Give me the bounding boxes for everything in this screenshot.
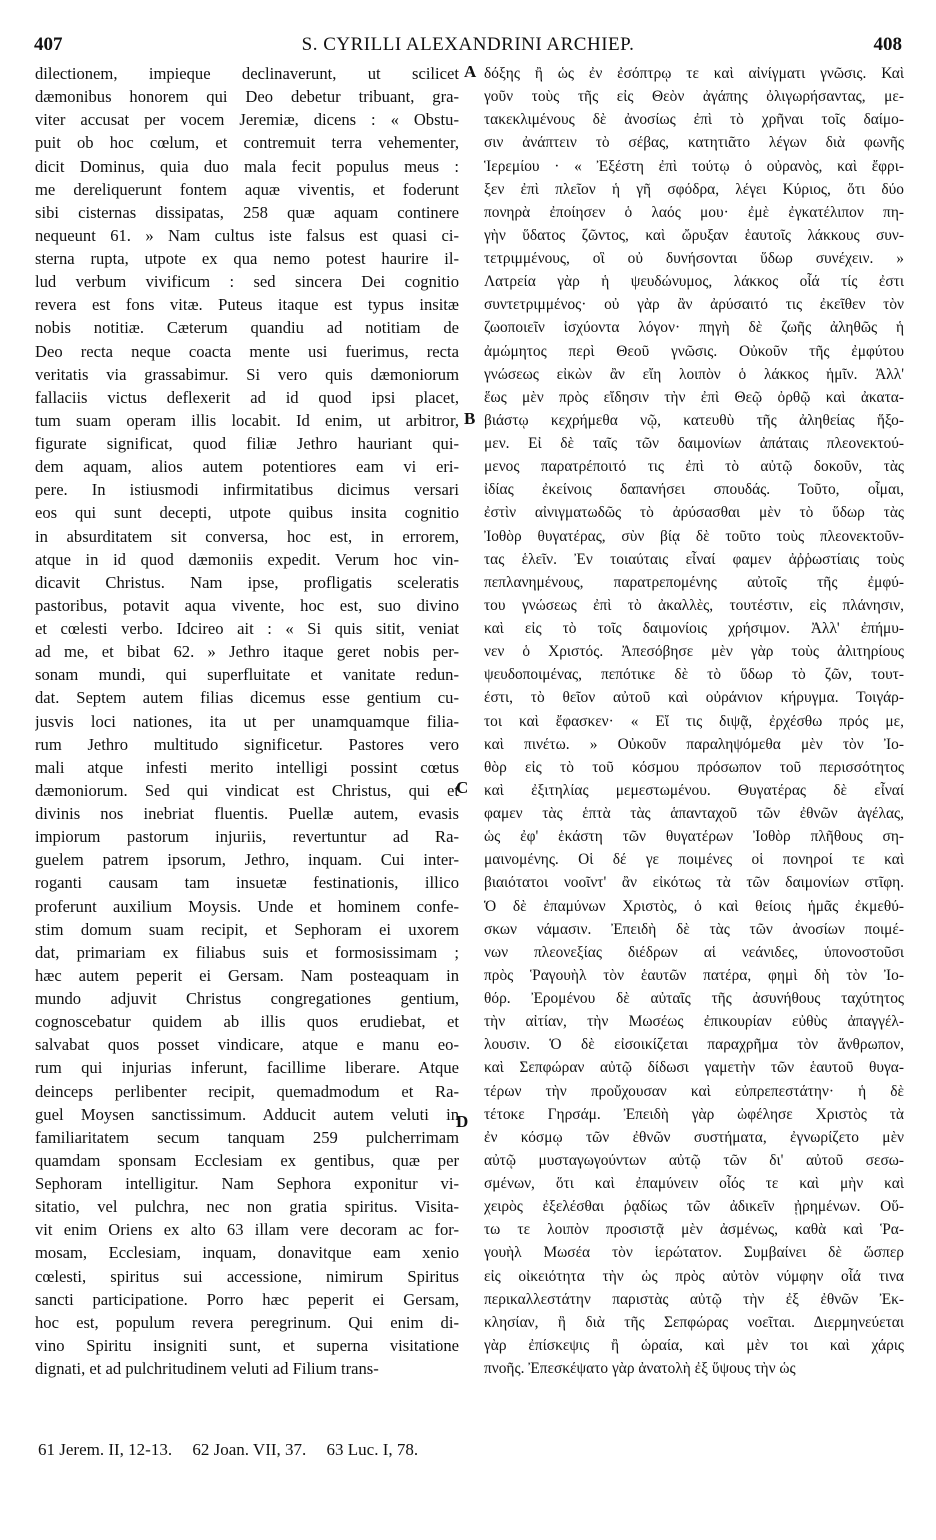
text-line: τακεκλιμένους δὲ ἀνοσίως ἐπὶ τὸ χρῆναι τοῖς δαίμο- [484, 111, 904, 129]
text-line: γὴν ὕδατος ζῶντος, καὶ ὤρυξαν ἑαυτοῖς λάκκους συν- [484, 226, 904, 244]
text-line: rum qui injurias inferunt, facillime liberare. Atque [35, 1058, 459, 1078]
margin-marker-b: B [464, 409, 476, 428]
text-line: tum suam operam illis locabit. Id enim, ut arbitror, [35, 410, 459, 430]
text-line: viter accusat per vocem Jeremiæ, dicens : « Obstu- [35, 110, 459, 130]
text-line: dicavit Christus. Nam ipse, profligatis sceleratis [35, 572, 459, 592]
text-line: δόξης ἢ ὡς ἐν ἐσόπτρῳ τε καὶ αἰνίγματι γνῶσις. Καὶ [484, 65, 904, 82]
text-line: atque in id quod dæmoniis expedit. Verum hoc vin- [35, 549, 459, 569]
text-line: Deo recta neque coacta mente usi fuerimus, recta [35, 341, 459, 361]
text-line: μαινομένης. Οἱ δέ γε ποιμένες οἱ πονηροί τε καὶ [484, 851, 904, 869]
text-line: mundo adjuvit Christus congregationes gentium, [35, 989, 459, 1008]
text-line: vino Spiritu insigniti sunt, et superna visitatione [35, 1335, 459, 1355]
text-line: νεν ὁ Χριστός. Ἀπεσόβησε μὲν γὰρ τοὺς ἀλιτηρίους [484, 643, 904, 661]
text-line: vit enim Oriens ex alto 63 illam vere decoram ac for- [35, 1220, 459, 1240]
text-line: dignati, et ad pulchritudinem veluti ad Filium trans- [35, 1359, 379, 1378]
text-line: dem aquam, alios autem potentiores eam vi eri- [35, 457, 459, 477]
text-line: impiorum pastorum injuriis, revertuntur ad Ra- [35, 827, 459, 847]
text-line: νων πλεονεξίας διέδρων αἱ νεάνιδες, ὑπονοστοῦσι [484, 943, 904, 961]
text-line: ἐστὶν αἰνιγματωδῶς τὸ ἀρύσασθαι μὲν τὸ ὕδωρ τὰς [484, 504, 904, 522]
text-line: guel Moysen sanctissimum. Adducit autem veluti in [35, 1104, 459, 1124]
text-line: τοι καὶ ἔφασκεν· « Εἴ τις διψᾷ, ἐρχέσθω πρός με, [484, 712, 904, 730]
text-line: γουὴλ Μωσέα τὸν ἱερώτατον. Συμβαίνει δὲ ὥσπερ [484, 1244, 904, 1262]
text-line: mosam, Ecclesiam, inquam, donavitque eam xenio [35, 1243, 459, 1263]
text-line: καὶ ἐξιτηλίας μεμεστωμένου. Θυγατέρας δὲ εἶναί [484, 781, 904, 799]
text-line: stim domum suam recipit, et Sephoram ei uxorem [35, 919, 459, 939]
text-line: τω τε λοιπὸν προσιστᾷ μὲν ἀσμένως, καθὰ καὶ Ῥα- [484, 1221, 904, 1239]
text-line: ξεν ἐπὶ πλεῖον ἡ γῆ σφόδρα, λέγει Κύριος, ὅτι δύο [484, 180, 904, 198]
text-line: καὶ Σεπφώραν αὐτῷ δίδωσι γαμετὴν τῶν ἑαυτοῦ θυγα- [484, 1059, 904, 1077]
text-line: guelem patrem ipsorum, Jethro, inquam. Cui inter- [35, 850, 459, 870]
text-line: dat, primariam ex filiabus suis et formosissimam ; [35, 942, 459, 962]
text-line: figurate significat, quod filiæ Jethro hauriant qui- [35, 434, 459, 453]
text-line: πνοῆς. Ἐπεσκέψατο γὰρ ἀνατολὴ ἐξ ὕψους τὴν ὡς [484, 1360, 796, 1377]
text-line: in absurditatem sit conversa, hoc est, in errorem, [35, 526, 459, 546]
text-line: γνώσεως εἰκὼν ἂν εἴη λοιπὸν ὁ λάκκος ἡμῖν. Ἀλλ' [484, 365, 904, 383]
text-line: ἕως μὲν πρὸς εἴδησιν τὴν ἐπὶ Θεῷ ὀρθῷ καὶ ἀκατα- [484, 388, 904, 406]
text-line: sitatio, vel pulchra, nec non gratia spiritus. Visita- [35, 1197, 459, 1217]
text-line: proferunt auxilium Moysis. Unde et hominem confe- [35, 896, 459, 916]
text-line: πονηρὰ ἐποίησεν ὁ λαός μου· ἐμὲ ἐγκατέλιπον πη- [484, 203, 904, 221]
text-line: nequeunt 61. » Nam cultus iste falsus est quasi ci- [35, 225, 459, 245]
greek-column [484, 62, 904, 1380]
text-line: βιαιότατοι νοοῖντ' ἂν εἰκότως τὰ τῶν δαιμονίων στῖφη. [484, 874, 904, 892]
text-line: hoc est, populum revera peregrinum. Qui enim di- [35, 1312, 459, 1332]
text-line: πρὸς Ῥαγουὴλ τὸν ἑαυτῶν πατέρα, φημὶ δὴ τὸν Ἰο- [484, 966, 904, 984]
text-line: pastoribus, potavit aqua vivente, hoc est, suo divino [35, 595, 459, 615]
text-line: σκων νάμασιν. Ἐπειδὴ δὲ τὰς τῶν ἀνοσίων ποιμέ- [484, 920, 904, 938]
text-line: dæmonibus honorem qui Deo debetur tribuant, gra- [35, 87, 459, 107]
text-line: καὶ εἰς τὸ τοῖς δαιμονίοις χρήσιμον. Ἀλλ' ἐπήμυ- [484, 620, 904, 637]
text-line: Λατρεία γὰρ ἡ ψευδώνυμος, λάκκος οἷά τίς ἐστι [484, 273, 904, 291]
text-line: veritatis via grassabimur. Si vero quis dæmoniorum [35, 364, 459, 384]
text-line: et cœlesti verbo. Idcireo ait : « Si quis sitit, veniat [35, 619, 459, 638]
latin-column [35, 62, 459, 1380]
text-line: fallaciis victus deflexerit ad id quod ipsi placet, [35, 387, 459, 407]
text-line: λουσιν. Ὁ δὲ εἰσοικίζεται παραχρῆμα τὸν ἄνθρωπον, [484, 1036, 904, 1054]
text-line: περικαλλεστάτην παριστὰς αὐτῷ τὴν ἐξ ἐθνῶν Ἐκ- [484, 1290, 904, 1308]
text-line: dæmoniorum. Sed qui vindicat est Christus, qui et [35, 780, 459, 800]
text-line: θόρ. Ἐρομένου δὲ αὐταῖς τῆς ἀσυνήθους ταχύτητος [484, 990, 904, 1007]
text-line: deinceps perlibenter recipit, quemadmodum et Ra- [35, 1081, 459, 1101]
margin-marker-c: C [456, 778, 469, 797]
text-line: θὸρ εἰς τὸ τοῦ κόσμου πρόσωπον τοῦ περισσότητος [484, 758, 904, 776]
text-line: dicit Dominus, quia duo mala fecit populus meus : [35, 156, 459, 176]
footnotes [38, 1440, 434, 1460]
text-line: ἀμώμητος περὶ Θεοῦ γνῶσις. Οὐκοῦν τῆς ἐμφύτου [484, 342, 904, 360]
text-line: jusvis loci nationes, ita ut per unamquamque filia- [35, 711, 459, 731]
text-line: nobis notitiæ. Cæterum quandiu ad notitiam de [35, 318, 459, 338]
text-line: familiaritatem secum tanquam 259 pulcherrimam [35, 1127, 459, 1147]
text-line: roganti causam tam insuetæ festinationis, illico [35, 873, 459, 893]
running-title: S. CYRILLI ALEXANDRINI ARCHIEP. [301, 34, 635, 55]
text-line: cœlesti, spiritus sui accessione, nimirum Spiritus [35, 1266, 459, 1286]
page-number-right: 408 [873, 34, 902, 55]
text-line: Ἰοθὸρ θυγατέρας, σὺν βίᾳ δὲ τοῦτο τοὺς πλεονεκτοῦν- [484, 527, 904, 545]
text-line: εἰς οἰκειότητα τὴν ὡς πρὸς αὐτὸν νύμφην οἷά τινα [484, 1267, 904, 1285]
text-line: πεπλανημένους, παρατρεπομένης αὐτοῖς τῆς ἐμφύ- [484, 573, 904, 591]
text-line: σιν ἀνάπτειν τὸ σέβας, κατητιᾶτο λέγων διὰ φωνῆς [484, 134, 904, 152]
text-line: dat. Septem autem filias dicemus esse gentium cu- [35, 688, 459, 708]
page-number-left: 407 [34, 34, 63, 55]
text-line: χειρὸς ἐξελέσθαι ῥᾳδίως τῶν ἀδικεῖν ᾐρημένων. Οὕ- [484, 1198, 904, 1216]
text-line: eos qui sunt decepti, utpote quibus insita cognitio [35, 503, 459, 523]
text-line: γοῦν τοὺς τῆς εἰς Θεὸν ἀγάπης ὀλιγωρήσαντας, με- [484, 88, 904, 106]
text-line: σμένων, ὅτι καὶ ἐπαμύνειν οἷός τε καὶ μὴν καὶ [484, 1175, 904, 1192]
text-line: puit ob hoc cœlum, et contremuit terra vehementer, [35, 133, 459, 153]
text-line: τὴν αἰτίαν, τὴν Μωσέως ἐπικουρίαν εὐθὺς ἀπαγγέλ- [484, 1013, 904, 1031]
text-line: καὶ πινέτω. » Οὐκοῦν παραληψόμεθα μὲν τὸν Ἰο- [484, 735, 904, 753]
text-line: sibi cisternas dissipatas, 258 quæ aquam continere [35, 202, 459, 222]
text-line: αὐτῷ μυσταγωγούντων αὐτῷ τῶν δι' αὐτοῦ σεσω- [484, 1151, 904, 1169]
text-line: Ὁ δὲ ἐπαμύνων Χριστὸς, ὁ καὶ θείοις ἡμᾶς ἐκμεθύ- [484, 897, 904, 915]
text-line: ἐν κόσμῳ τῶν ἐθνῶν συστήματα, ἐγνωρίζετο μὲν [484, 1128, 904, 1146]
text-line: pere. In istiusmodi infirmitatibus dicimus versari [35, 480, 459, 500]
text-line: Sephoram intelligitur. Nam Sephora exponitur vi- [35, 1174, 459, 1193]
margin-marker-d: D [456, 1112, 469, 1131]
text-line: dilectionem, impieque declinaverunt, ut scilicet [35, 64, 459, 83]
text-line: sonam mundi, qui superfluitate et vanitate redun- [35, 665, 459, 685]
running-header [34, 34, 902, 60]
text-line: Ἱερεμίου · « Ἐξέστη ἐπὶ τούτῳ ὁ οὐρανὸς, καὶ ἔφρι- [484, 157, 904, 175]
text-line: ψευδοποιμένας, πεπότικε δὲ τὸ ὕδωρ τὸ ζῶν, τουτ- [484, 666, 904, 684]
text-line: τέτοκε Γηρσάμ. Ἐπειδὴ γὰρ ὠφέλησε Χριστὸς τὰ [484, 1105, 904, 1123]
text-line: lud verbum vivificum : sed sincera Dei cognitio [35, 272, 459, 292]
text-line: ἰδίας ἐκείνοις δαπανήσει σπουδάς. Τοῦτο, οἶμαι, [484, 481, 904, 499]
text-line: τετριμμένους, οἳ οὐ δυνήσονται ὕδωρ συνέχειν. » [484, 250, 904, 267]
text-line: γὰρ ἐπίσκεψις ἢ ὡραία, καὶ μὲν τοι καὶ χάρις [484, 1336, 904, 1354]
text-line: ζωοποιεῖν ἰσχύοντα λόγον· πηγὴ δὲ ζωῆς ἀληθῶς ἡ [484, 319, 904, 337]
text-line: me dereliquerunt fontem aquæ viventis, et foderunt [35, 179, 459, 199]
text-line: φαμεν τὰς ἑπτὰ τὰς ἁπανταχοῦ τῶν ἐθνῶν ἀγέλας, [484, 805, 904, 822]
text-line: rum Jethro multitudo significetur. Pastores vero [35, 734, 459, 754]
text-line: quamdam sponsam Ecclesiam ex gentibus, quæ per [35, 1150, 459, 1170]
footnote: 62 Joan. VII, 37. [192, 1440, 307, 1459]
text-line: sancti participatione. Porro hæc peperit ei Gersam, [35, 1289, 459, 1309]
text-line: divinis nos inebriat fluentis. Puellæ autem, evasis [35, 804, 459, 823]
text-line: μενος παρατρέποιτό τις ἐπὶ τὸ αὐτῷ δοκοῦν, τὰς [484, 458, 904, 476]
text-line: τέρων τὴν προὔχουσαν καὶ εὐπρεπεστάτην· ἡ δὲ [484, 1082, 904, 1100]
text-line: ὡς ἐφ' ἑκάστη τῶν θυγατέρων Ἰοθὸρ πλῆθους ση- [484, 828, 904, 846]
text-line: mali atque infesti merito intelligi possint cœtus [35, 757, 459, 777]
text-line: τας ἑλεῖν. Ἐν τοιαύταις εἶναί φαμεν ἀῤῥωστίαις τοὺς [484, 550, 904, 568]
text-line: βιάστῳ κεχρήμεθα νῷ, κατευθὺ τῆς ἀληθείας ἥξο- [484, 411, 904, 429]
text-line: revera est fons vitæ. Puteus itaque est typus insitæ [35, 295, 459, 315]
text-line: sterna rupta, utpote ex qua nemo potest haurire il- [35, 249, 459, 268]
text-line: salvabat quos posset vindicare, atque e manu eo- [35, 1035, 459, 1055]
text-line: cognoscebatur quidem ab illis quos erudiebat, et [35, 1012, 459, 1032]
footnote: 61 Jerem. II, 12-13. [38, 1440, 173, 1459]
text-line: κλησίαν, ἣ διὰ τῆς Σεπφώρας νοεῖται. Διερμηνεύεται [484, 1313, 904, 1331]
text-line: έστι, τὸ θεῖον αὐτοῦ καὶ οὐράνιον κήρυγμα. Τοιγάρ- [484, 689, 904, 707]
text-line: hæc autem peperit ei Gersam. Nam posteaquam in [35, 965, 459, 985]
text-line: του γνώσεως ἐπὶ τὸ ἀκαλλὲς, τουτέστιν, εἰς πλάνησιν, [484, 596, 904, 614]
text-line: συντετριμμένος· οὐ γὰρ ἂν ἀρύσαιτό τις ἐκεῖθεν τὸν [484, 296, 904, 314]
margin-marker-a: A [464, 62, 477, 81]
footnote: 63 Luc. I, 78. [326, 1440, 419, 1459]
text-line: ad me, et bibat 62. » Jethro itaque geret nobis per- [35, 642, 459, 662]
text-line: μεν. Εἰ δὲ ταῖς τῶν δαιμονίων ἀπάταις πλεονεκτού- [484, 435, 904, 452]
